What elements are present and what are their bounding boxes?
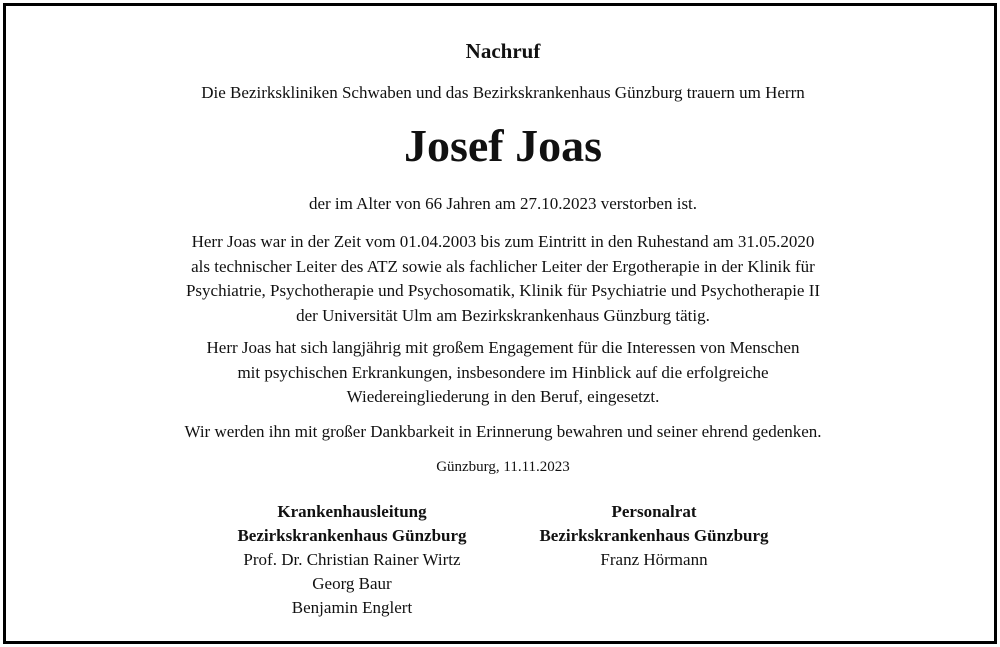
signature-org: Bezirkskrankenhaus Günzburg: [237, 526, 467, 545]
paragraph-line: Herr Joas hat sich langjährig mit großem Engagement für die Interessen von Menschen: [206, 338, 800, 357]
signatory-name: Benjamin Englert: [291, 598, 413, 617]
place-date: Günzburg, 11.11.2023: [436, 459, 570, 475]
closing-line: Wir werden ihn mit großer Dankbarkeit in Erinnerung bewahren und seiner ehrend gedenken.: [184, 422, 822, 441]
deceased-name: Josef Joas: [403, 120, 603, 171]
obituary-heading: Nachruf: [465, 39, 541, 63]
death-line: der im Alter von 66 Jahren am 27.10.2023 verstorben ist.: [308, 194, 698, 213]
paragraph-line: Herr Joas war in der Zeit vom 01.04.2003 bis zum Eintritt in den Ruhestand am 31.05.2020: [191, 232, 815, 251]
intro-line: Die Bezirkskliniken Schwaben und das Bezirkskrankenhaus Günzburg trauern um Herrn: [201, 83, 805, 102]
signature-org: Bezirkskrankenhaus Günzburg: [539, 526, 769, 545]
signature-org: Krankenhausleitung: [277, 502, 427, 521]
paragraph-career: [6, 230, 1000, 328]
paragraph-line: der Universität Ulm am Bezirkskrankenhaus Günzburg tätig.: [296, 305, 710, 325]
signatory-name: Franz Hörmann: [600, 550, 708, 569]
signatory-name: Prof. Dr. Christian Rainer Wirtz: [243, 550, 461, 569]
obituary-frame: [3, 3, 997, 644]
paragraph-line: Wiedereingliederung in den Beruf, eingesetzt.: [346, 387, 660, 406]
signature-block-staff-council: [504, 500, 804, 572]
signatory-name: Georg Baur: [312, 574, 392, 593]
paragraph-line: als technischer Leiter des ATZ sowie als fachlicher Leiter der Ergotherapie in der Klinik für: [191, 256, 815, 276]
paragraph-engagement: [6, 336, 1000, 410]
paragraph-line: mit psychischen Erkrankungen, insbesondere im Hinblick auf die erfolgreiche: [237, 362, 769, 382]
signature-org: Personalrat: [611, 502, 697, 521]
paragraph-line: Psychiatrie, Psychotherapie und Psychosomatik, Klinik für Psychiatrie und Psychotherapie II: [185, 281, 821, 300]
signature-block-management: [202, 500, 502, 620]
